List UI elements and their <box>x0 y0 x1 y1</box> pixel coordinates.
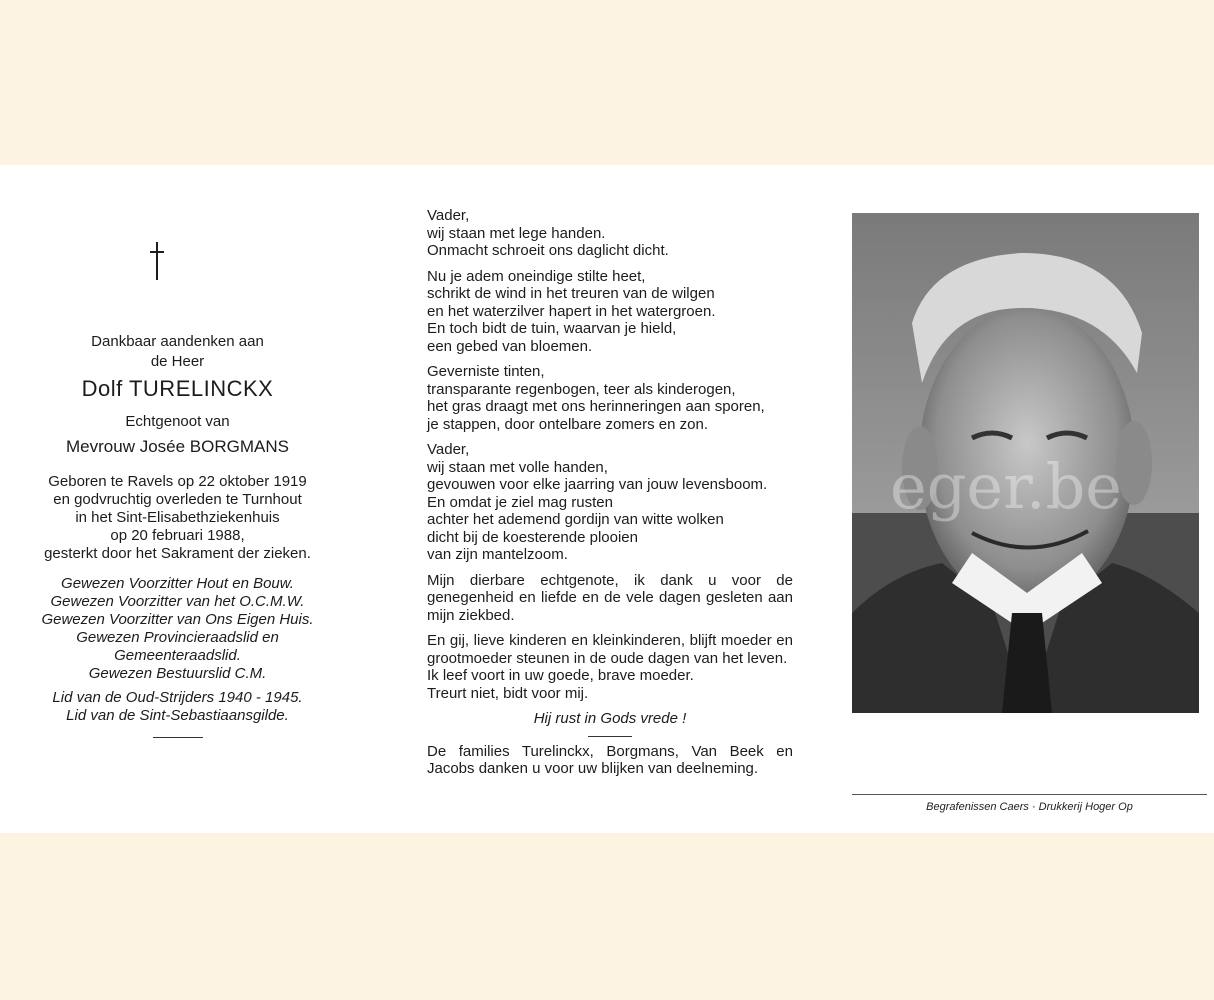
poem-stanza <box>427 363 793 433</box>
memorial-card <box>0 165 1214 833</box>
roles-block <box>20 575 335 683</box>
credit-divider <box>852 794 1207 795</box>
bio-block <box>20 473 335 563</box>
poem-line: Nu je adem oneindige stilte heet, <box>427 267 646 285</box>
poem-line: transparante regenbogen, teer als kinderogen, <box>427 380 736 398</box>
poem-line: je stappen, door ontelbare zomers en zon. <box>427 415 709 433</box>
poem-stanza <box>427 268 793 356</box>
memberships-block <box>20 689 335 725</box>
children-message <box>427 632 793 702</box>
deceased-name: Dolf TURELINCKX <box>81 376 274 401</box>
poem-line: en het waterzilver hapert in het watergroen. <box>427 302 716 320</box>
poem-line: achter het ademend gordijn van witte wolken <box>427 511 724 528</box>
children-message-text: En gij, lieve kinderen en kleinkinderen, blijft moeder en grootmoeder steunen in de oude dagen van het leven. <box>427 632 793 667</box>
poem-line: Vader, <box>427 441 470 458</box>
poem-line: wij staan met lege handen. <box>427 224 606 242</box>
spouse-label: Echtgenoot van <box>125 413 230 430</box>
poem-stanza <box>427 207 793 260</box>
bio-line: gesterkt door het Sakrament der zieken. <box>44 545 311 562</box>
bio-line: en godvruchtig overleden te Turnhout <box>53 491 302 508</box>
bio-line: Geboren te Ravels op 22 oktober 1919 <box>48 473 307 490</box>
wife-message-text: Mijn dierbare echtgenote, ik dank u voor de genegenheid en liefde en de vele dagen gesleten aan mijn ziekbed. <box>427 571 793 624</box>
poem-line: een gebed van bloemen. <box>427 337 593 355</box>
spouse-name: Mevrouw Josée BORGMANS <box>66 437 289 456</box>
role-line: Gewezen Provincieraadslid en <box>76 629 279 646</box>
role-line: Gewezen Bestuurslid C.M. <box>88 665 267 682</box>
poem-line: Onmacht schroeit ons daglicht dicht. <box>427 242 669 259</box>
bio-line: in het Sint-Elisabethziekenhuis <box>75 509 280 526</box>
poem-line: schrikt de wind in het treuren van de wilgen <box>427 285 715 302</box>
intro-line-2: de Heer <box>150 353 205 370</box>
poem-line: het gras draagt met ons herinneringen aan sporen, <box>427 398 765 415</box>
watermark: eger.be <box>890 450 1122 523</box>
poem-line: En toch bidt de tuin, waarvan je hield, <box>427 320 677 337</box>
poem-column <box>427 207 793 778</box>
thanks-text: De families Turelinckx, Borgmans, Van Beek en Jacobs danken u voor uw blijken van deelneming. <box>427 742 793 777</box>
membership-line: Lid van de Oud-Strijders 1940 - 1945. <box>52 689 303 706</box>
bio-line: op 20 februari 1988, <box>110 527 245 544</box>
message-line: Ik leef voort in uw goede, brave moeder. <box>427 667 694 684</box>
closing-line: Hij rust in Gods vrede ! <box>533 710 687 727</box>
role-line: Gewezen Voorzitter van het O.C.M.W. <box>50 593 305 610</box>
left-column <box>20 333 335 738</box>
membership-line: Lid van de Sint-Sebastiaansgilde. <box>66 707 289 724</box>
middle-divider <box>588 736 632 737</box>
intro-line-1: Dankbaar aandenken aan <box>91 333 264 350</box>
role-line: Gewezen Voorzitter Hout en Bouw. <box>61 575 294 592</box>
role-line: Gewezen Voorzitter van Ons Eigen Huis. <box>41 611 314 628</box>
printer-credit: Begrafenissen Caers · Drukkerij Hoger Op <box>926 801 1133 813</box>
poem-line: van zijn mantelzoom. <box>427 546 568 563</box>
poem-line: wij staan met volle handen, <box>427 458 608 476</box>
cross-icon <box>150 242 164 280</box>
poem-line: En omdat je ziel mag rusten <box>427 493 613 511</box>
poem-line: Vader, <box>427 207 470 224</box>
wife-message <box>427 572 793 625</box>
poem-line: Geverniste tinten, <box>427 363 545 380</box>
role-line: Gemeenteraadslid. <box>114 647 241 664</box>
poem-line: gevouwen voor elke jaarring van jouw levensboom. <box>427 476 768 493</box>
poem-stanza <box>427 441 793 564</box>
left-divider <box>153 737 203 738</box>
message-line: Treurt niet, bidt voor mij. <box>427 684 589 702</box>
poem-line: dicht bij de koesterende plooien <box>427 528 638 546</box>
